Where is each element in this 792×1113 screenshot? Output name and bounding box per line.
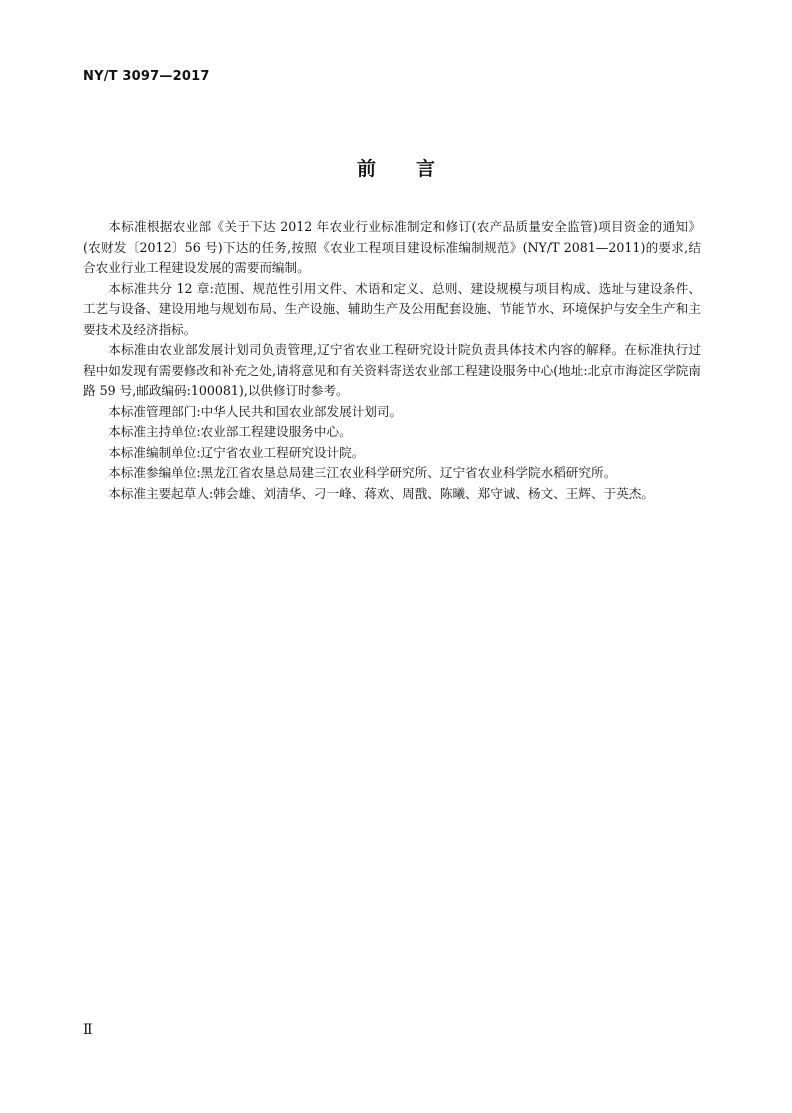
paragraph-host-unit: 本标准主持单位:农业部工程建设服务中心。 (108, 424, 352, 439)
paragraph-admin-department: 本标准管理部门:中华人民共和国农业部发展计划司。 (108, 403, 403, 419)
standard-code-header: NY/T 3097—2017 (83, 69, 210, 84)
paragraph-drafting-unit: 本标准编制单位:辽宁省农业工程研究设计院。 (108, 444, 365, 460)
paragraph-participating-units: 本标准参编单位:黑龙江省农垦总局建三江农业科学研究所、辽宁省农业科学院水稻研究所。 (108, 465, 617, 480)
paragraph-basis: 本标准根据农业部《关于下达 2012 年农业行业标准制定和修订(农产品质量安全监管)项目资金的通知》(农财发〔2012〕56 号)下达的任务,按照《农业工程项目建设标准编制规范》(NY/T 2081—2011)的要求,结合农业行业工程建设发展的需要而编制。 (83, 219, 701, 275)
section-title-foreword: 前言 (356, 158, 475, 180)
page-number: Ⅱ (83, 1022, 93, 1038)
foreword-body (83, 217, 701, 504)
paragraph-management: 本标准由农业部发展计划司负责管理,辽宁省农业工程研究设计院负责具体技术内容的解释。在标准执行过程中如发现有需要修改和补充之处,请将意见和有关资料寄送农业部工程建设服务中心(地址:北京市海淀区学院南路 59 号,邮政编码:100081),以供修订时参考。 (83, 342, 701, 398)
paragraph-drafters: 本标准主要起草人:韩会雄、刘清华、刁一峰、蒋欢、周戬、陈曦、郑守诚、杨文、王辉、于英杰。 (108, 485, 654, 501)
paragraph-chapters: 本标准共分 12 章:范围、规范性引用文件、术语和定义、总则、建设规模与项目构成、选址与建设条件、工艺与设备、建设用地与规划布局、生产设施、辅助生产及公用配套设施、节能节水、环境保护与安全生产和主要技术及经济指标。 (83, 280, 701, 337)
